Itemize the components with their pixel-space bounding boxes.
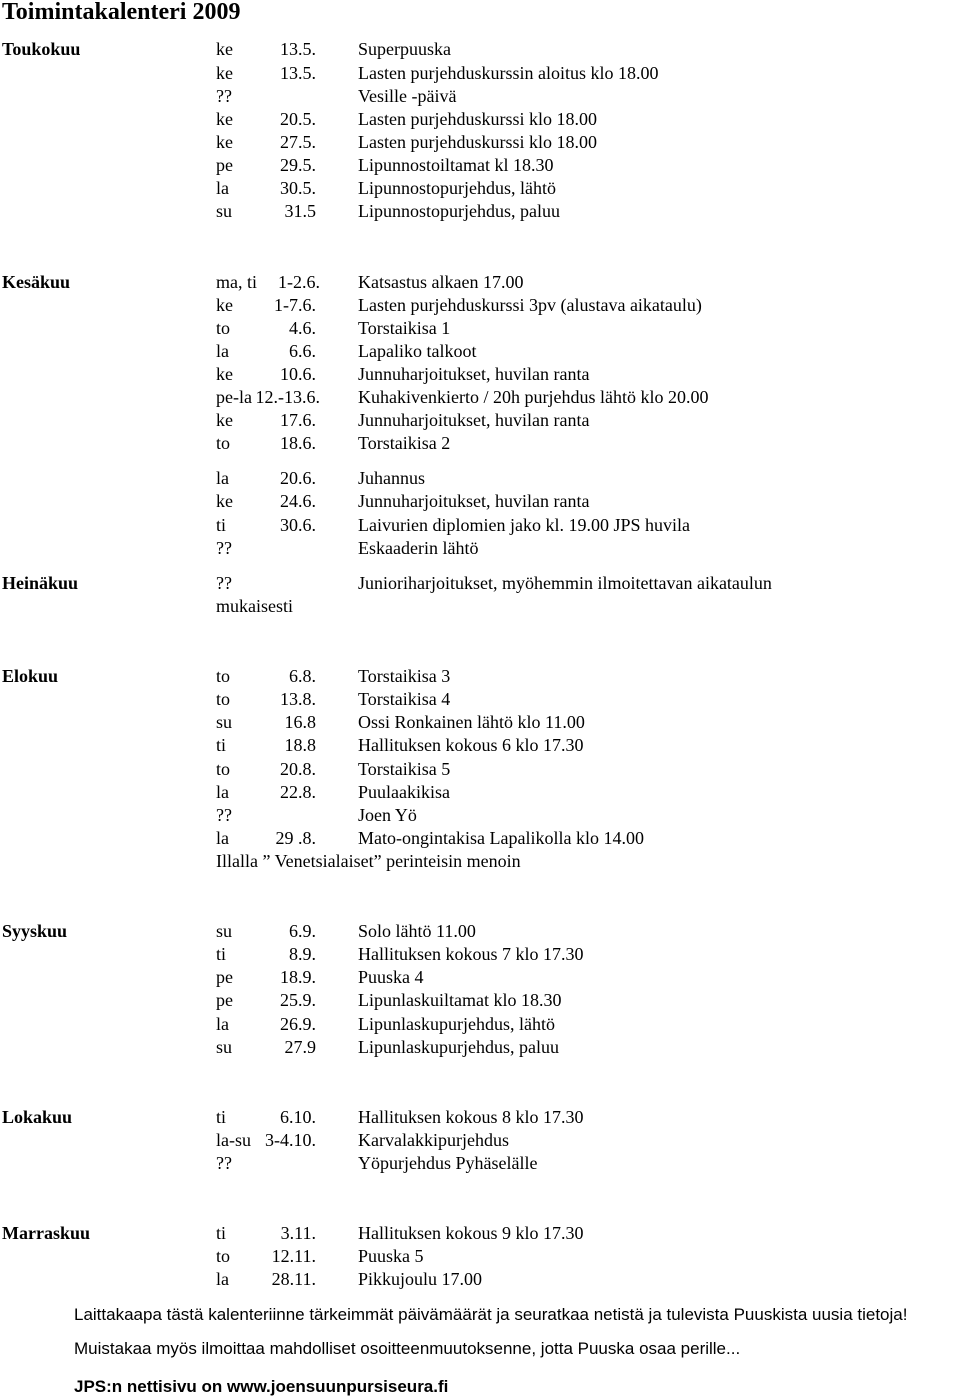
entry-date: 13.5.	[280, 63, 316, 83]
document-title: Toimintakalenteri 2009	[2, 0, 241, 25]
entry-date: 25.9.	[280, 990, 316, 1010]
entry-event: Lasten purjehduskurssi klo 18.00	[358, 132, 597, 152]
entry-weekday: su	[216, 712, 233, 732]
entry-event: Juhannus	[358, 468, 425, 488]
calendar-entry	[0, 1106, 960, 1128]
entry-event: Solo lähtö 11.00	[358, 921, 476, 941]
entry-event: Lipunlaskupurjehdus, lähtö	[358, 1014, 555, 1034]
entry-date: 6.6.	[289, 341, 316, 361]
entry-date: 30.6.	[280, 515, 316, 535]
entry-weekday: to	[216, 1246, 231, 1266]
entry-date: 18.6.	[280, 433, 316, 453]
calendar-entry	[0, 943, 960, 965]
entry-date: 13.5.	[280, 39, 316, 59]
entry-date: 6.8.	[289, 666, 316, 686]
calendar-entry	[0, 827, 960, 849]
entry-event: Superpuuska	[358, 39, 451, 59]
entry-event: Junnuharjoitukset, huvilan ranta	[358, 364, 590, 384]
entry-date: 31.5	[284, 201, 316, 221]
entry-date: 6.10.	[280, 1107, 316, 1127]
entry-event: Torstaikisa 4	[358, 689, 451, 709]
entry-event: Vesille -päivä	[358, 86, 457, 106]
calendar-entry	[0, 200, 960, 222]
entry-event: Hallituksen kokous 7 klo 17.30	[358, 944, 584, 964]
month-heading: Marraskuu	[2, 1223, 91, 1243]
entry-date: 8.9.	[289, 944, 316, 964]
calendar-entry	[0, 572, 960, 594]
entry-weekday: to	[216, 759, 231, 779]
entry-weekday: la	[216, 1014, 229, 1034]
entry-event: Lasten purjehduskurssin aloitus klo 18.00	[358, 63, 659, 83]
calendar-entry	[0, 688, 960, 710]
calendar-entry	[0, 177, 960, 199]
entry-date: 26.9.	[280, 1014, 316, 1034]
entry-date: 3.11.	[280, 1223, 316, 1243]
entry-weekday: ma, ti	[216, 272, 257, 292]
entry-event: Puuska 5	[358, 1246, 424, 1266]
calendar-entry	[0, 1013, 960, 1035]
entry-date: 6.9.	[289, 921, 316, 941]
calendar-entry	[0, 781, 960, 803]
calendar-entry	[0, 62, 960, 84]
entry-weekday: su	[216, 201, 233, 221]
month-note: Illalla ” Venetsialaiset” perinteisin menoin	[216, 851, 521, 871]
calendar-entry	[0, 920, 960, 942]
entry-weekday: to	[216, 318, 231, 338]
entry-date: 10.6.	[280, 364, 316, 384]
entry-weekday: la-su	[216, 1130, 251, 1150]
entry-weekday: su	[216, 921, 233, 941]
footer-note-calendar: Laittakaapa tästä kalenteriinne tärkeimmät päivämäärät ja seuratkaa netistä ja tulevista Puuskista uusia tietoja!	[74, 1305, 908, 1324]
entry-date: 20.5.	[280, 109, 316, 129]
month-heading: Lokakuu	[2, 1107, 73, 1127]
entry-date: 27.9	[284, 1037, 316, 1057]
entry-weekday: ??	[216, 86, 232, 106]
entry-event: Yöpurjehdus Pyhäselälle	[358, 1153, 538, 1173]
entry-weekday: su	[216, 1037, 233, 1057]
footer-note-address: Muistakaa myös ilmoittaa mahdolliset osoitteenmuutoksenne, jotta Puuska osaa perille...	[74, 1339, 741, 1358]
entry-weekday: ke	[216, 132, 233, 152]
entry-date: 24.6.	[280, 491, 316, 511]
entry-event: Karvalakkipurjehdus	[358, 1130, 509, 1150]
entry-weekday: to	[216, 666, 231, 686]
entry-date: 29 .8.	[275, 828, 316, 848]
calendar-entry	[0, 665, 960, 687]
month-heading: Kesäkuu	[2, 272, 71, 292]
calendar-entry	[0, 711, 960, 733]
entry-date: 20.8.	[280, 759, 316, 779]
calendar-entry	[0, 131, 960, 153]
entry-event: Pikkujoulu 17.00	[358, 1269, 483, 1289]
entry-date: 12.11.	[271, 1246, 316, 1266]
calendar-entry	[0, 1036, 960, 1058]
entry-date: 18.8	[284, 735, 316, 755]
entry-event: Torstaikisa 5	[358, 759, 451, 779]
entry-event: Junnuharjoitukset, huvilan ranta	[358, 491, 590, 511]
entry-event: Torstaikisa 2	[358, 433, 451, 453]
entry-weekday: la	[216, 468, 229, 488]
entry-event: Joen Yö	[358, 805, 417, 825]
entry-weekday: pe	[216, 155, 233, 175]
entry-date: 1-2.6.	[278, 272, 320, 292]
entry-event: Mato-ongintakisa Lapalikolla klo 14.00	[358, 828, 644, 848]
entry-date: 29.5.	[280, 155, 316, 175]
entry-event: Eskaaderin lähtö	[358, 538, 479, 558]
entry-event: Lipunnostopurjehdus, lähtö	[358, 178, 556, 198]
calendar-entry	[0, 432, 960, 454]
calendar-entry	[0, 1129, 960, 1151]
entry-event: Torstaikisa 3	[358, 666, 451, 686]
entry-weekday: ke	[216, 364, 233, 384]
calendar-entry	[0, 1245, 960, 1267]
calendar-entry	[0, 1152, 960, 1174]
calendar-entry	[0, 294, 960, 316]
calendar-entry	[0, 271, 960, 293]
entry-event: Lipunlaskuiltamat klo 18.30	[358, 990, 562, 1010]
entry-weekday: to	[216, 689, 231, 709]
month-heading: Elokuu	[2, 666, 59, 686]
calendar-entry	[0, 758, 960, 780]
entry-event: Junnuharjoitukset, huvilan ranta	[358, 410, 590, 430]
entry-event: Laivurien diplomien jako kl. 19.00 JPS huvila	[358, 515, 690, 535]
entry-weekday: ke	[216, 63, 233, 83]
calendar-entry	[0, 108, 960, 130]
entry-weekday: ke	[216, 491, 233, 511]
entry-date: 30.5.	[280, 178, 316, 198]
calendar-entry	[0, 38, 960, 60]
entry-event: Torstaikisa 1	[358, 318, 451, 338]
entry-event: Hallituksen kokous 9 klo 17.30	[358, 1223, 584, 1243]
calendar-entry	[0, 734, 960, 756]
entry-event: Lasten purjehduskurssi 3pv (alustava aikataulu)	[358, 295, 702, 315]
calendar-entry	[0, 1268, 960, 1290]
entry-date: 4.6.	[289, 318, 316, 338]
entry-weekday: ti	[216, 735, 227, 755]
entry-weekday: la	[216, 178, 229, 198]
entry-date: 12.-13.6.	[255, 387, 320, 407]
entry-weekday: to	[216, 433, 231, 453]
entry-weekday: ti	[216, 515, 227, 535]
entry-weekday: pe	[216, 990, 233, 1010]
entry-event: Kuhakivenkierto / 20h purjehdus lähtö klo 20.00	[358, 387, 709, 407]
entry-weekday: la	[216, 782, 229, 802]
calendar-entry	[0, 467, 960, 489]
entry-weekday: ??	[216, 1153, 232, 1173]
calendar-entry	[0, 1222, 960, 1244]
entry-event: Puulaakikisa	[358, 782, 450, 802]
entry-weekday: ??	[216, 573, 232, 593]
entry-weekday: ??	[216, 805, 232, 825]
entry-weekday: la	[216, 341, 229, 361]
calendar-entry	[0, 490, 960, 512]
month-heading: Heinäkuu	[2, 573, 79, 593]
footer-website: JPS:n nettisivu on www.joensuunpursiseura.fi	[74, 1377, 449, 1396]
calendar-entry	[0, 386, 960, 408]
month-note: mukaisesti	[216, 596, 293, 616]
entry-event: Puuska 4	[358, 967, 424, 987]
entry-date: 18.9.	[280, 967, 316, 987]
entry-weekday: ti	[216, 1107, 227, 1127]
calendar-entry	[0, 85, 960, 107]
entry-weekday: pe-la	[216, 387, 252, 407]
entry-event: Lipunnostopurjehdus, paluu	[358, 201, 560, 221]
entry-event: Lipunlaskupurjehdus, paluu	[358, 1037, 559, 1057]
entry-date: 16.8	[284, 712, 316, 732]
entry-event: Ossi Ronkainen lähtö klo 11.00	[358, 712, 585, 732]
calendar-entry	[0, 340, 960, 362]
entry-weekday: ??	[216, 538, 232, 558]
calendar-entry	[0, 514, 960, 536]
calendar-entry	[0, 154, 960, 176]
entry-event: Lasten purjehduskurssi klo 18.00	[358, 109, 597, 129]
entry-weekday: ke	[216, 109, 233, 129]
entry-event: Lipunnostoiltamat kl 18.30	[358, 155, 554, 175]
entry-date: 17.6.	[280, 410, 316, 430]
month-heading: Toukokuu	[2, 39, 81, 59]
month-heading: Syyskuu	[2, 921, 68, 941]
entry-event: Hallituksen kokous 6 klo 17.30	[358, 735, 584, 755]
calendar-entry	[0, 966, 960, 988]
entry-event: Katsastus alkaen 17.00	[358, 272, 524, 292]
entry-weekday: ke	[216, 410, 233, 430]
entry-weekday: pe	[216, 967, 233, 987]
entry-weekday: la	[216, 828, 229, 848]
calendar-entry	[0, 537, 960, 559]
entry-date: 22.8.	[280, 782, 316, 802]
entry-weekday: la	[216, 1269, 229, 1289]
entry-date: 27.5.	[280, 132, 316, 152]
entry-event: Lapaliko talkoot	[358, 341, 477, 361]
entry-date: 20.6.	[280, 468, 316, 488]
calendar-entry	[0, 989, 960, 1011]
calendar-entry	[0, 363, 960, 385]
calendar-entry	[0, 804, 960, 826]
entry-event: Hallituksen kokous 8 klo 17.30	[358, 1107, 584, 1127]
entry-weekday: ke	[216, 39, 233, 59]
entry-date: 1-7.6.	[274, 295, 316, 315]
entry-event: Junioriharjoitukset, myöhemmin ilmoitettavan aikataulun	[358, 573, 772, 593]
entry-date: 13.8.	[280, 689, 316, 709]
entry-weekday: ke	[216, 295, 233, 315]
calendar-entry	[0, 409, 960, 431]
calendar-entry	[0, 317, 960, 339]
entry-date: 3-4.10.	[265, 1130, 316, 1150]
entry-date: 28.11.	[271, 1269, 316, 1289]
entry-weekday: ti	[216, 1223, 227, 1243]
entry-weekday: ti	[216, 944, 227, 964]
